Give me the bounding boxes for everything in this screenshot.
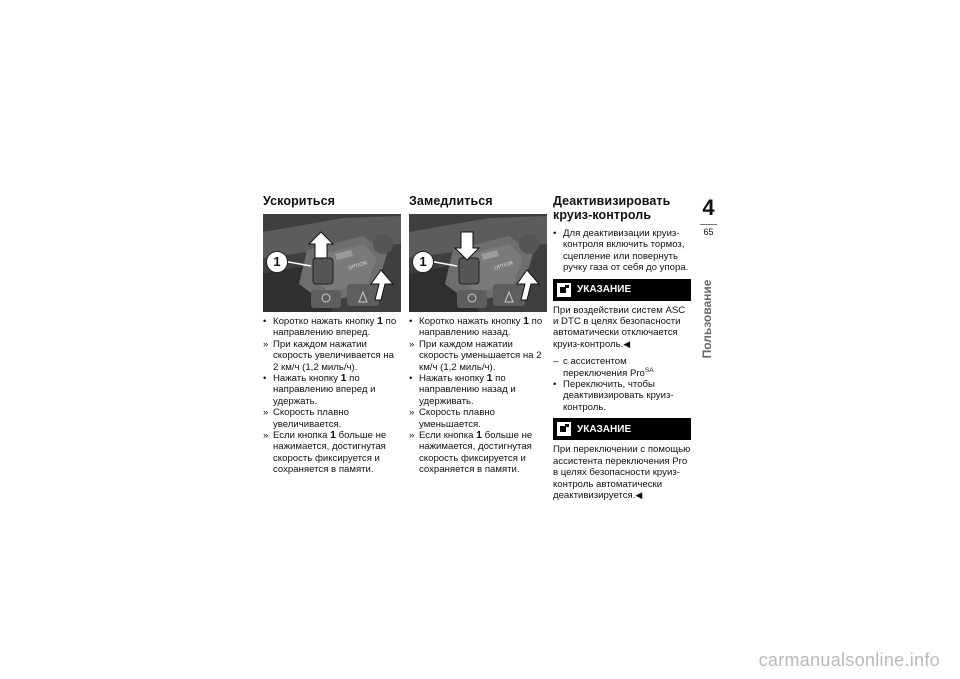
list-item: » Если кнопка 1 больше не нажимается, достигнутая скорость фиксируется и сохраняется в памяти. xyxy=(263,429,387,476)
bullet-marker: • xyxy=(553,228,557,239)
callout-1: 1 xyxy=(412,251,434,273)
list-item: • Коротко нажать кнопку 1 по направлению назад. xyxy=(409,315,543,339)
dash-marker: – xyxy=(553,356,559,368)
end-mark-icon: ◀ xyxy=(635,489,643,500)
list-item: – с ассистентом переключения Pro$^{SA}$ xyxy=(553,356,654,379)
button-reference: 1 xyxy=(340,372,347,385)
bullet-marker: • xyxy=(409,316,413,327)
option-label: OPTION xyxy=(347,260,368,272)
notice-hand-icon xyxy=(557,283,571,297)
handlebar-switch-figure xyxy=(263,214,401,312)
list-item: • Нажать кнопку 1 по направлению вперед и удержать. xyxy=(263,372,376,407)
button-reference: 1 xyxy=(523,315,529,327)
list-item: » Скорость плавно уменьшается. xyxy=(409,407,495,430)
divider xyxy=(700,224,717,225)
notice-hand-icon xyxy=(557,422,571,436)
list-item: » Скорость плавно увеличивается. xyxy=(263,407,349,430)
chapter-number: 4 xyxy=(702,195,715,220)
bullet-marker: » xyxy=(263,407,269,419)
list-item: • Переключить, чтобы деактивизировать круиз-контроль. xyxy=(553,379,674,413)
instruction-list-accelerate xyxy=(263,316,401,476)
column-deactivate xyxy=(553,194,691,501)
notice-banner xyxy=(553,418,691,440)
bullet-marker: • xyxy=(263,316,267,327)
callout-1: 1 xyxy=(266,251,288,273)
bullet-marker: » xyxy=(409,407,415,419)
bullet-marker: » xyxy=(263,430,269,442)
column-decelerate xyxy=(409,194,547,476)
heading-accelerate: Ускориться xyxy=(263,194,336,208)
bullet-marker: » xyxy=(409,430,415,442)
heading-decelerate: Замедлиться xyxy=(409,194,493,208)
list-item: » При каждом нажатии скорость уменьшается на 2 км/ч (1,2 миль/ч). xyxy=(409,338,542,373)
button-reference: 1 xyxy=(486,372,493,385)
instruction-list-decelerate xyxy=(409,316,547,476)
handlebar-switch-figure xyxy=(409,214,547,312)
section-title: Пользование xyxy=(700,279,714,359)
notice-label: УКАЗАНИЕ xyxy=(577,284,632,296)
list-item: • Для деактивизации круиз-контроля включить тормоз, сцепление или повернуть ручку газа от себя до упора. xyxy=(553,228,689,274)
notice-text: При воздействии систем ASC и DTC в целях безопасности автоматически отключается круиз-контроль.◀ xyxy=(553,304,686,350)
button-reference: 1 xyxy=(330,429,336,442)
column-accelerate xyxy=(263,194,401,476)
notice-label: УКАЗАНИЕ xyxy=(577,423,632,435)
list-item: • Коротко нажать кнопку 1 по направлению вперед. xyxy=(263,315,397,339)
end-mark-icon: ◀ xyxy=(623,338,631,349)
notice-banner xyxy=(553,279,691,301)
notice-text: При переключении с помощью ассистента переключения Pro в целях безопасности круиз-контроль автоматически деактивизируется.◀ xyxy=(553,444,691,501)
list-item: » Если кнопка 1 больше не нажимается, достигнутая скорость фиксируется и сохраняется в памяти. xyxy=(409,429,533,476)
button-reference: 1 xyxy=(476,429,482,442)
list-item: » При каждом нажатии скорость увеличивается на 2 км/ч (1,2 миль/ч). xyxy=(263,338,394,373)
bullet-marker: • xyxy=(553,379,557,391)
option-label: OPTION xyxy=(493,260,514,272)
bullet-marker: • xyxy=(263,373,267,385)
heading-deactivate: Деактивизировать круиз-контроль xyxy=(553,194,671,222)
watermark: carmanualsonline.info xyxy=(758,650,940,670)
list-item: • Нажать кнопку 1 по направлению назад и удерживать. xyxy=(409,372,516,407)
page-number: 65 xyxy=(703,227,714,237)
bullet-marker: » xyxy=(263,338,269,350)
button-reference: 1 xyxy=(377,315,383,327)
bullet-marker: » xyxy=(409,338,415,350)
bullet-marker: • xyxy=(409,373,413,385)
option-superscript: SA xyxy=(644,366,654,374)
